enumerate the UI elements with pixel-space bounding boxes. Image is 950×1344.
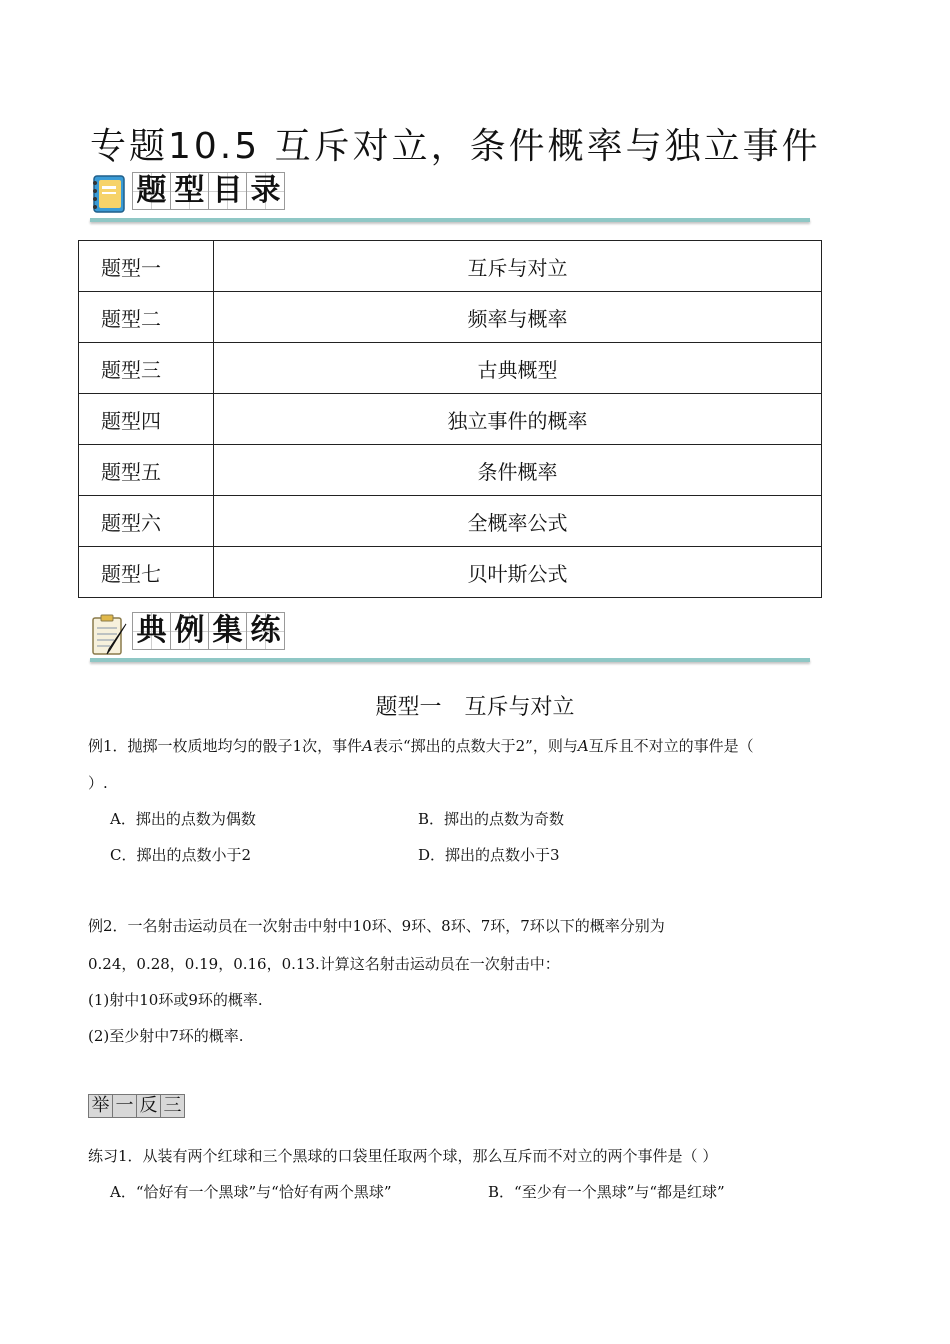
toc-row [79, 496, 822, 547]
example-1-text: 互斥且不对立的事件是（ [588, 737, 754, 755]
example-1-option-c: C．掷出的点数小于2 [110, 846, 252, 864]
practice-1-option-a: A．“恰好有一个黑球”与“恰好有两个黑球” [110, 1183, 392, 1201]
toc-header-char: 录 [246, 172, 285, 210]
example-1-question-end: ）. [88, 774, 108, 792]
toc-type: 题型二 [79, 292, 214, 343]
event-variable: A [362, 737, 373, 755]
toc-type: 题型四 [79, 394, 214, 445]
toc-row [79, 292, 822, 343]
practice-tag-char: 举 [88, 1094, 113, 1118]
examples-header-char: 例 [170, 612, 209, 650]
toc-type: 题型七 [79, 547, 214, 598]
toc-topic: 频率与概率 [214, 292, 822, 343]
toc-type: 题型一 [79, 241, 214, 292]
practice-tag [88, 1094, 184, 1118]
example-2-part-1: (1)射中10环或9环的概率. [88, 991, 263, 1009]
toc-type: 题型六 [79, 496, 214, 547]
example-1-question [88, 735, 754, 756]
example-1-text: 表示“掷出的点数大于2”，则与 [372, 737, 578, 755]
toc-table [78, 240, 822, 598]
example-2-line: 0.24，0.28，0.19，0.16，0.13.计算这名射击运动员在一次射击中： [88, 955, 560, 973]
examples-section-header [90, 612, 810, 662]
section-divider [90, 658, 810, 662]
examples-header-char: 练 [246, 612, 285, 650]
practice-tag-char: 反 [136, 1094, 161, 1118]
page-title: 专题10.5 互斥对立，条件概率与独立事件 [90, 126, 821, 167]
clipboard-pen-icon [90, 614, 130, 658]
toc-row [79, 394, 822, 445]
notebook-icon [90, 174, 130, 216]
toc-header-char: 题 [132, 172, 171, 210]
practice-tag-char: 一 [112, 1094, 137, 1118]
toc-header-char: 型 [170, 172, 209, 210]
example-1-option-b: B．掷出的点数为奇数 [418, 810, 565, 828]
examples-header-char: 典 [132, 612, 171, 650]
toc-topic: 全概率公式 [214, 496, 822, 547]
toc-topic: 条件概率 [214, 445, 822, 496]
practice-1-question: 练习1．从装有两个红球和三个黑球的口袋里任取两个球，那么互斥而不对立的两个事件是（ ） [88, 1147, 718, 1165]
example-1-text: 例1．抛掷一枚质地均匀的骰子1次，事件 [88, 737, 363, 755]
toc-row [79, 343, 822, 394]
toc-section-header [90, 172, 810, 222]
section-title: 题型一 互斥与对立 [375, 695, 575, 720]
example-2-part-2: (2)至少射中7环的概率. [88, 1027, 244, 1045]
example-1-option-a: A．掷出的点数为偶数 [110, 810, 256, 828]
toc-topic: 独立事件的概率 [214, 394, 822, 445]
toc-header-char: 目 [208, 172, 247, 210]
examples-header-char: 集 [208, 612, 247, 650]
toc-row [79, 241, 822, 292]
practice-1-option-b: B．“至少有一个黑球”与“都是红球” [488, 1183, 725, 1201]
example-1-option-d: D．掷出的点数小于3 [418, 846, 560, 864]
practice-tag-char: 三 [160, 1094, 185, 1118]
event-variable: A [577, 737, 589, 755]
toc-topic: 古典概型 [214, 343, 822, 394]
toc-type: 题型五 [79, 445, 214, 496]
toc-topic: 贝叶斯公式 [214, 547, 822, 598]
toc-topic: 互斥与对立 [214, 241, 822, 292]
toc-row [79, 445, 822, 496]
toc-row [79, 547, 822, 598]
example-2-line: 例2．一名射击运动员在一次射击中射中10环、9环、8环、7环，7环以下的概率分别为 [88, 917, 665, 935]
toc-type: 题型三 [79, 343, 214, 394]
section-divider [90, 218, 810, 222]
